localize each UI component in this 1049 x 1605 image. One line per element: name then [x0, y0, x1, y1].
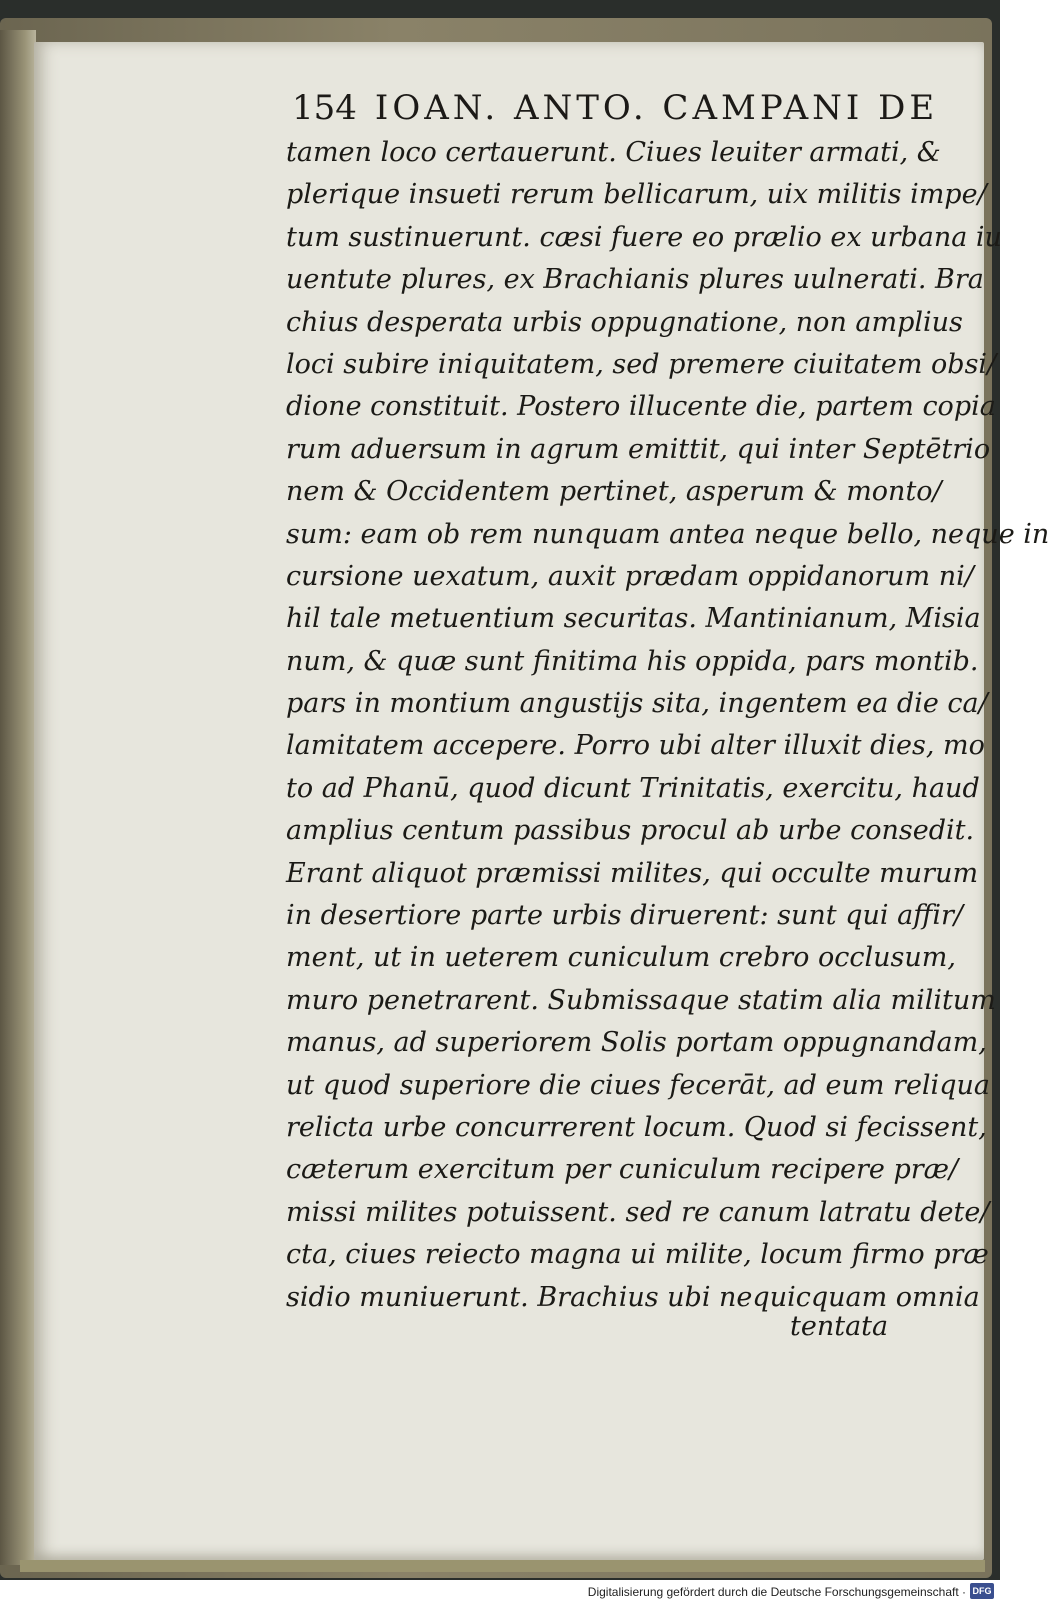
page-number: 154 — [292, 88, 357, 128]
text-line: Erant aliquot præmissi milites, qui occulte murum — [286, 857, 979, 889]
text-line: sidio muniuerunt. Brachius ubi nequicquam omnia — [286, 1281, 980, 1313]
dfg-logo-icon: DFG — [970, 1583, 994, 1599]
text-line: ment, ut in ueterem cuniculum crebro occlusum, — [286, 942, 956, 974]
text-line: tamen loco certauerunt. Ciues leuiter armati, & — [286, 137, 941, 168]
text-line: hil tale metuentium securitas. Mantinianum, Misia — [286, 603, 981, 635]
text-line: nem & Occidentem pertinet, asperum & monto/ — [286, 476, 942, 508]
running-head-title: IOAN. ANTO. CAMPANI DE — [374, 88, 939, 128]
running-head — [292, 88, 939, 128]
text-line: to ad Phanū, quod dicunt Trinitatis, exercitu, haud — [286, 772, 980, 804]
text-line: in desertiore parte urbis diruerent: sunt qui affir/ — [286, 900, 963, 932]
text-line: relicta urbe concurrerent locum. Quod si fecissent, — [286, 1111, 987, 1143]
text-line: cursione uexatum, auxit prædam oppidanorum ni/ — [286, 560, 974, 592]
text-line: ut quod superiore die ciues fecerāt, ad eum reliqua — [286, 1069, 990, 1101]
text-line: lamitatem accepere. Porro ubi alter illuxit dies, mo — [286, 730, 985, 762]
text-line: missi milites potuissent. sed re canum latratu dete/ — [286, 1196, 990, 1228]
text-block — [286, 132, 1049, 1319]
text-line: dione constituit. Postero illucente die, partem copia — [286, 391, 996, 423]
text-line: pars in montium angustijs sita, ingentem ea die ca/ — [286, 688, 988, 720]
text-line: rum aduersum in agrum emittit, qui inter Septētrio — [286, 433, 991, 465]
catchword: tentata — [790, 1311, 889, 1342]
text-line: cta, ciues reiecto magna ui milite, locum firmo præ — [286, 1239, 989, 1271]
text-line: plerique insueti rerum bellicarum, uix militis impe/ — [286, 179, 987, 211]
text-line: muro penetrarent. Submissaque statim alia militum — [286, 984, 996, 1016]
text-line: amplius centum passibus procul ab urbe consedit. — [286, 815, 975, 847]
page-gutter-shadow — [0, 30, 36, 1565]
text-line: chius desperata urbis oppugnatione, non amplius — [286, 306, 963, 338]
text-line: uentute plures, ex Brachianis plures uulnerati. Bra — [286, 264, 984, 296]
text-line: num, & quæ sunt finitima his oppida, pars montib. — [286, 645, 979, 677]
footer-credit: Digitalisierung gefördert durch die Deutsche Forschungsgemeinschaft · — [587, 1585, 966, 1599]
text-line: cæterum exercitum per cuniculum recipere præ/ — [286, 1154, 959, 1186]
text-line: tum sustinuerunt. cæsi fuere eo prælio ex urbana iu — [286, 221, 1002, 253]
text-line: sum: eam ob rem nunquam antea neque bello, neque in — [286, 518, 1049, 550]
footer-bar — [0, 1580, 1000, 1605]
text-line: manus, ad superiorem Solis portam oppugnandam, — [286, 1027, 987, 1059]
page-bottom-edge — [20, 1560, 985, 1572]
text-line: loci subire iniquitatem, sed premere ciuitatem obsi/ — [286, 348, 997, 380]
